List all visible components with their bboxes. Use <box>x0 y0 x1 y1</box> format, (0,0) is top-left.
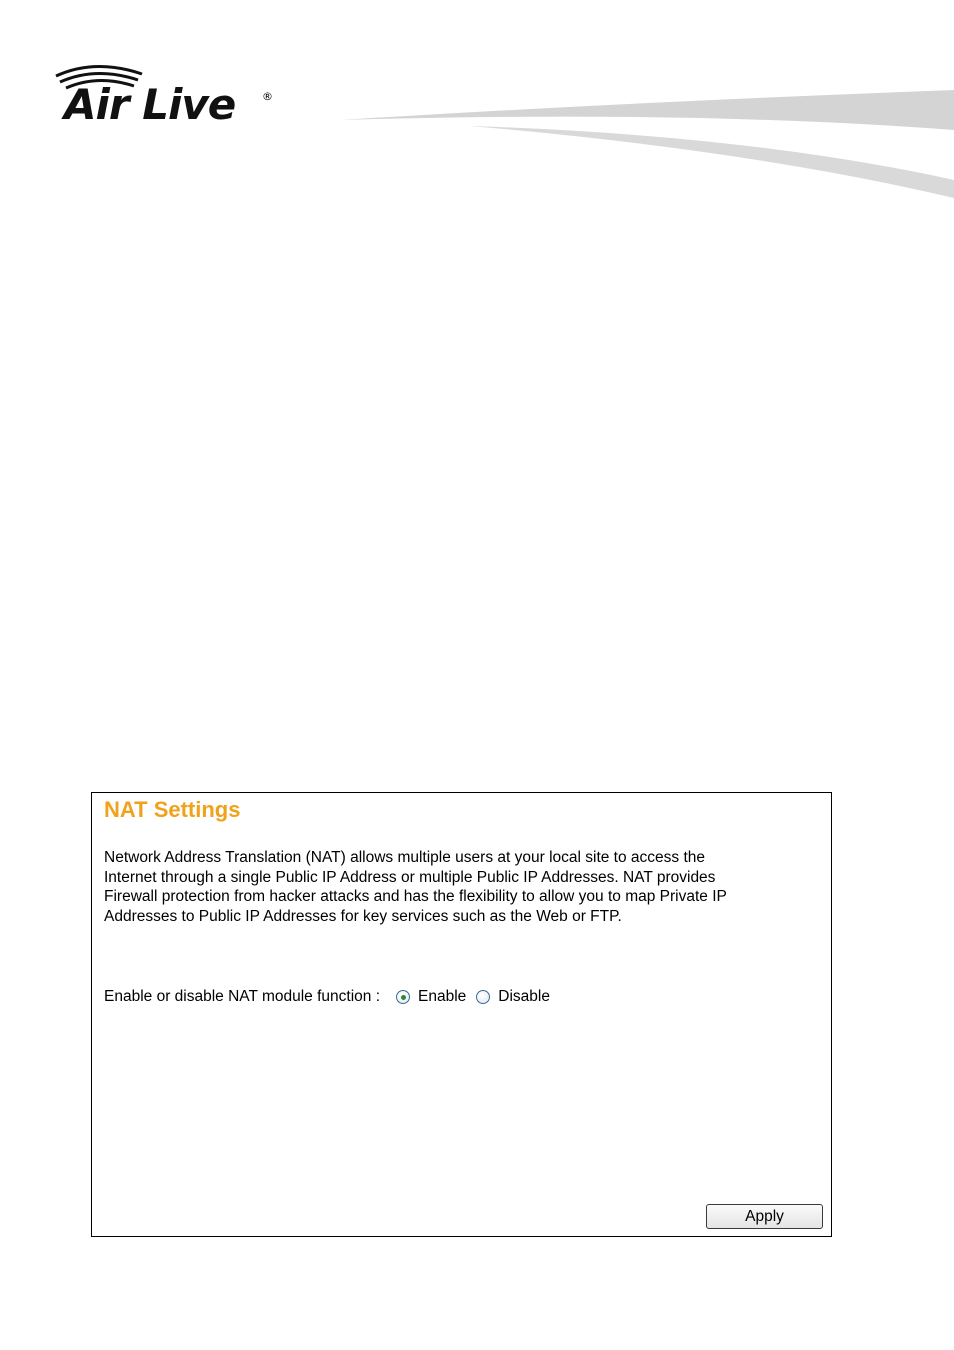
page-header <box>0 0 954 210</box>
nat-module-label: Enable or disable NAT module function : <box>104 988 381 1005</box>
nat-module-row <box>104 987 560 1007</box>
enable-radio[interactable] <box>396 990 410 1004</box>
registered-mark: ® <box>262 90 273 103</box>
nat-settings-panel <box>91 792 832 1237</box>
page-title: NAT Settings <box>104 797 241 822</box>
disable-radio-label[interactable]: Disable <box>498 988 550 1005</box>
enable-radio-label[interactable]: Enable <box>418 988 467 1005</box>
header-swoosh-graphic <box>330 80 954 205</box>
apply-button[interactable]: Apply <box>706 1204 823 1229</box>
nat-description: Network Address Translation (NAT) allows multiple users at your local site to access the Internet through a single Public IP Address or multiple Public IP Addresses. NAT provides Firewall protection from hacker attacks and has the flexibility to allow you to map Private IP Addresses to Public IP Addresses for key services such as the Web or FTP. <box>104 849 727 925</box>
logo-text: Air Live <box>64 80 236 129</box>
airlive-logo <box>50 60 280 130</box>
disable-radio[interactable] <box>476 990 490 1004</box>
